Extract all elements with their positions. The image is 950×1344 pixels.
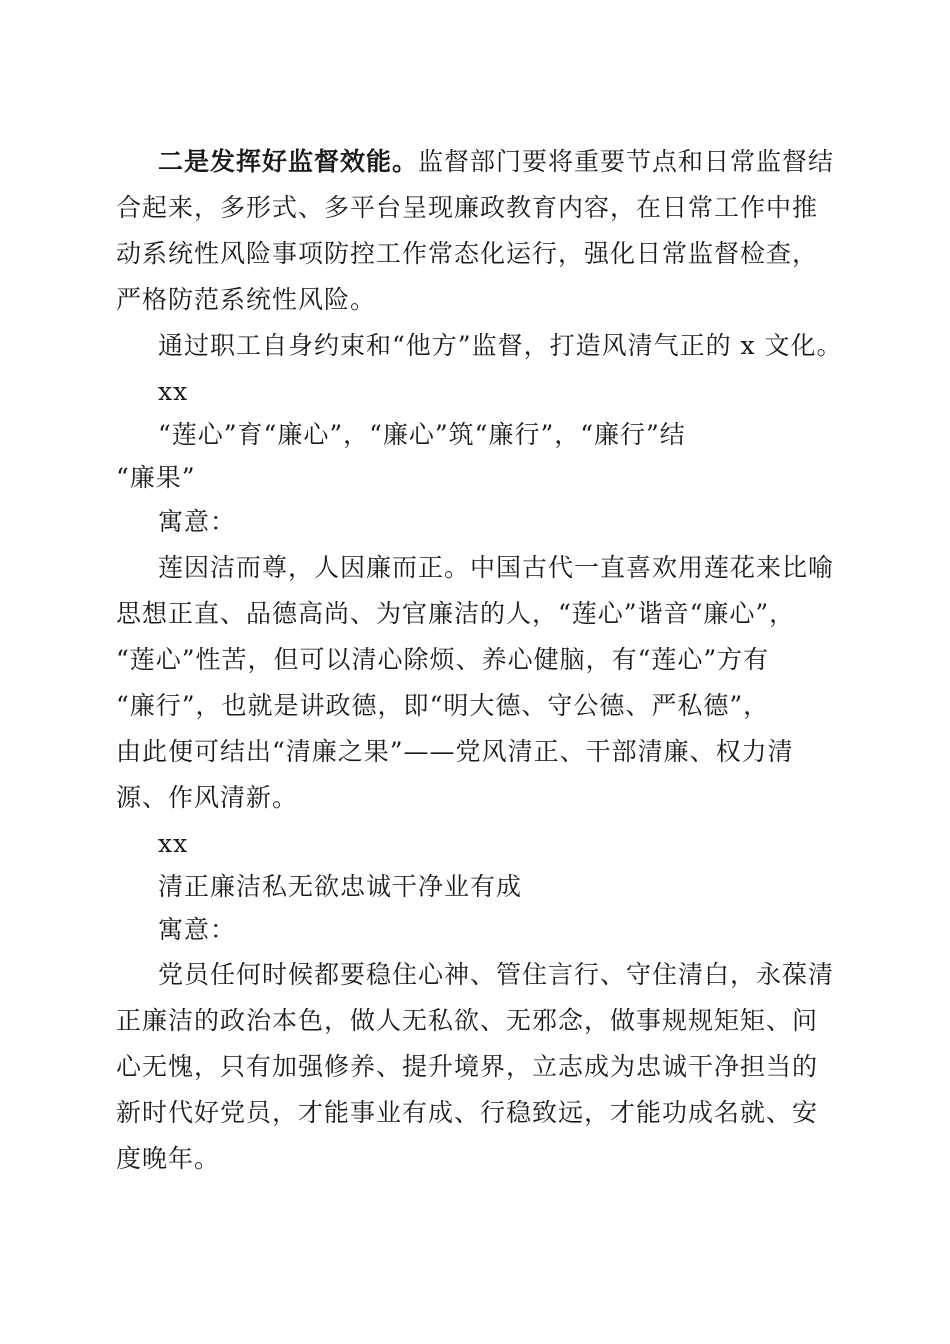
- paragraph-line: 由此便可结出“清廉之果”——党风清正、干部清廉、权力清: [116, 737, 794, 766]
- paragraph-line: 动系统性风险事项防控工作常态化运行，强化日常监督检查，: [116, 239, 819, 268]
- slogan-line: “莲心”育“廉心”，“廉心”筑“廉行”，“廉行”结: [158, 420, 686, 449]
- paragraph-line: 合起来，多形式、多平台呈现廉政教育内容，在日常工作中推: [116, 193, 819, 222]
- slogan-line: “廉果”: [116, 463, 196, 492]
- paragraph-line: 思想正直、品德高尚、为官廉洁的人，“莲心”谐音“廉心”，: [116, 599, 796, 628]
- paragraph-line: 新时代好党员，才能事业有成、行稳致远，才能功成名就、安: [116, 1098, 819, 1127]
- paragraph-line: 正廉洁的政治本色，做人无私欲、无邪念，做事规规矩矩、问: [116, 1006, 819, 1035]
- paragraph-line: 严格防范系统性风险。: [116, 285, 377, 314]
- paragraph-line: 源、作风清新。: [116, 783, 299, 812]
- paragraph-line: 心无愧，只有加强修养、提升境界，立志成为忠诚干净担当的: [116, 1052, 819, 1081]
- meaning-label: 寓意：: [158, 507, 237, 536]
- paragraph-line: [158, 140, 834, 184]
- section-marker: xx: [158, 829, 189, 858]
- slogan-line: 清正廉洁私无欲忠诚干净业有成: [158, 872, 523, 901]
- meaning-label: 寓意：: [158, 915, 237, 944]
- section-marker: xx: [158, 377, 189, 406]
- paragraph-line: “莲心”性苦，但可以清心除烦、养心健脑，有“莲心”方有: [116, 645, 770, 674]
- paragraph-line: 通过职工自身约束和“他方”监督，打造风清气正的 x 文化。: [158, 331, 843, 360]
- bold-lead: 二是发挥好监督效能。: [158, 147, 419, 176]
- paragraph-line: “廉行”，也就是讲政德，即“明大德、守公德、严私德”，: [116, 691, 770, 720]
- paragraph-text: 监督部门要将重要节点和日常监督结: [418, 147, 835, 176]
- paragraph-line: 度晚年。: [116, 1144, 221, 1173]
- paragraph-line: 莲因洁而尊，人因廉而正。中国古代一直喜欢用莲花来比喻: [158, 553, 835, 582]
- paragraph-line: 党员任何时候都要稳住心神、管住言行、守住清白，永葆清: [158, 960, 835, 989]
